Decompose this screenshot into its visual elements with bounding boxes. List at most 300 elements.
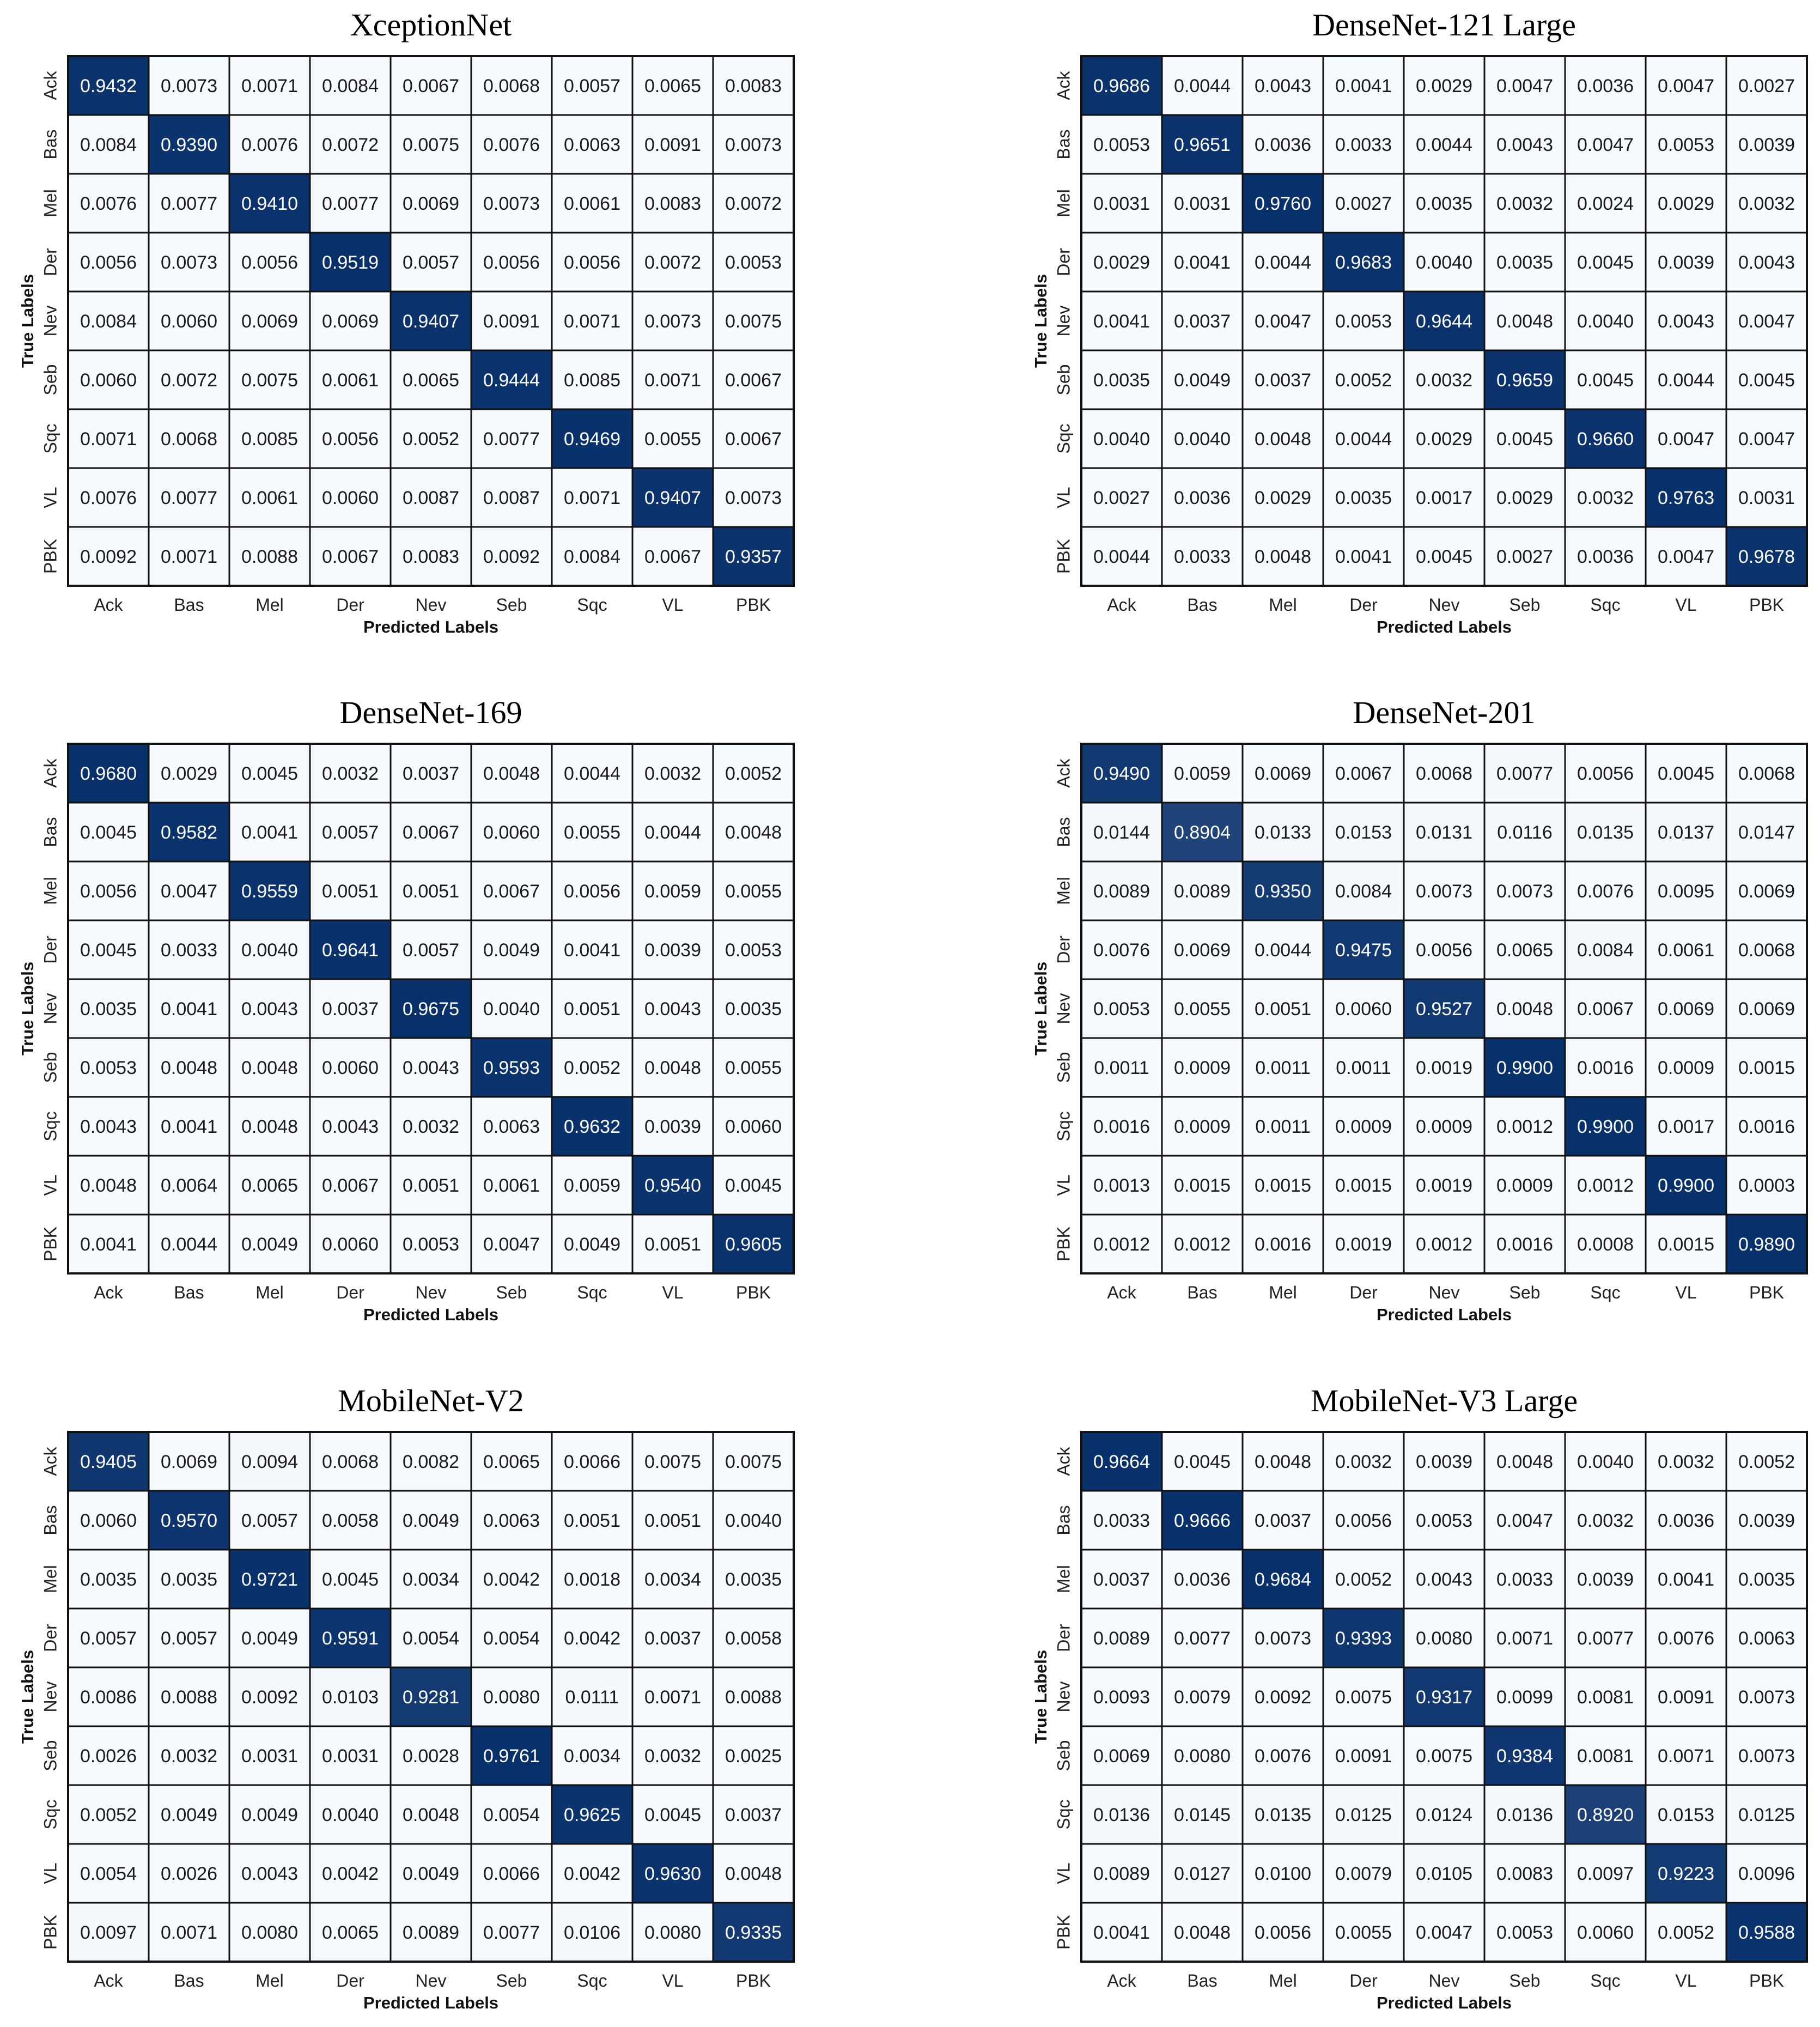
cell-value: 0.0011 xyxy=(1255,1058,1311,1078)
cell-value: 0.0086 xyxy=(80,1687,137,1708)
cell-value: 0.0071 xyxy=(1658,1746,1714,1767)
cell-value: 0.0060 xyxy=(161,311,217,332)
cell-value: 0.0056 xyxy=(241,252,298,273)
cell-value: 0.0034 xyxy=(644,1569,701,1590)
cell-value: 0.9384 xyxy=(1496,1746,1553,1767)
cell-value: 0.0037 xyxy=(1093,1569,1150,1590)
cell-value: 0.0053 xyxy=(1335,311,1392,332)
confusion-matrix-2 xyxy=(1031,7,1807,636)
cell-value: 0.0041 xyxy=(161,1116,217,1137)
x-tick-label: Ack xyxy=(1107,595,1136,615)
y-tick-label: PBK xyxy=(40,538,60,574)
cell-value: 0.9721 xyxy=(241,1569,298,1590)
x-tick-label: Nev xyxy=(415,595,447,615)
cell-value: 0.0054 xyxy=(483,1805,540,1825)
confusion-matrix-4 xyxy=(1031,695,1807,1324)
y-tick-label: VL xyxy=(40,487,60,508)
cell-value: 0.0088 xyxy=(161,1687,217,1708)
cell-value: 0.0041 xyxy=(161,999,217,1019)
cell-value: 0.0032 xyxy=(403,1116,459,1137)
cell-value: 0.9588 xyxy=(1738,1922,1795,1943)
cell-value: 0.0015 xyxy=(1658,1234,1714,1255)
cell-value: 0.0015 xyxy=(1255,1175,1311,1196)
y-tick-label: Ack xyxy=(40,71,60,100)
cell-value: 0.0033 xyxy=(1174,547,1231,567)
cell-value: 0.0031 xyxy=(241,1746,298,1767)
cell-value: 0.0061 xyxy=(322,370,379,391)
y-tick-label: Bas xyxy=(40,817,60,847)
x-tick-label: VL xyxy=(1675,1971,1697,1990)
x-tick-label: PBK xyxy=(735,1971,771,1990)
cell-value: 0.9630 xyxy=(644,1864,701,1884)
cell-value: 0.0043 xyxy=(80,1116,137,1137)
cell-value: 0.0092 xyxy=(80,547,137,567)
x-tick-label: Ack xyxy=(94,1971,123,1990)
cell-value: 0.0053 xyxy=(1496,1922,1553,1943)
cell-value: 0.0039 xyxy=(644,940,701,961)
cell-value: 0.0067 xyxy=(725,370,782,391)
cell-value: 0.0017 xyxy=(1658,1116,1714,1137)
cell-value: 0.0032 xyxy=(644,763,701,784)
y-tick-label: PBK xyxy=(1054,538,1074,574)
cell-value: 0.0051 xyxy=(644,1234,701,1255)
cell-value: 0.0089 xyxy=(1093,881,1150,902)
cell-value: 0.0065 xyxy=(483,1452,540,1472)
cell-value: 0.0053 xyxy=(1658,135,1714,155)
cell-value: 0.0111 xyxy=(565,1687,619,1708)
cell-value: 0.0071 xyxy=(564,311,620,332)
cell-value: 0.0099 xyxy=(1496,1687,1553,1708)
cell-value: 0.0105 xyxy=(1416,1864,1472,1884)
y-axis-label: True Labels xyxy=(1031,961,1051,1056)
cell-value: 0.0124 xyxy=(1416,1805,1472,1825)
y-tick-label: Bas xyxy=(1054,129,1074,160)
cell-value: 0.0044 xyxy=(1093,547,1150,567)
cell-value: 0.0076 xyxy=(1093,940,1150,961)
cell-value: 0.0019 xyxy=(1335,1234,1392,1255)
y-tick-label: Bas xyxy=(1054,817,1074,847)
cell-value: 0.0041 xyxy=(1335,76,1392,96)
cell-value: 0.0034 xyxy=(564,1746,620,1767)
cell-value: 0.0009 xyxy=(1174,1116,1231,1137)
cell-value: 0.0067 xyxy=(1577,999,1634,1019)
cell-value: 0.0081 xyxy=(1577,1746,1634,1767)
cell-value: 0.0042 xyxy=(322,1864,379,1884)
cell-value: 0.0049 xyxy=(483,940,540,961)
cell-value: 0.0073 xyxy=(725,135,782,155)
cell-value: 0.0060 xyxy=(483,822,540,843)
y-tick-label: Ack xyxy=(1054,71,1074,100)
cell-value: 0.0060 xyxy=(1335,999,1392,1019)
y-tick-label: Sqc xyxy=(40,1111,60,1142)
cell-value: 0.0061 xyxy=(1658,940,1714,961)
cell-value: 0.0039 xyxy=(1658,252,1714,273)
y-tick-label: PBK xyxy=(40,1226,60,1262)
cell-value: 0.0042 xyxy=(483,1569,540,1590)
y-tick-label: Mel xyxy=(1054,189,1074,217)
cell-value: 0.0052 xyxy=(1738,1452,1795,1472)
cell-value: 0.0037 xyxy=(1174,311,1231,332)
cell-value: 0.0012 xyxy=(1577,1175,1634,1196)
x-tick-label: VL xyxy=(1675,595,1697,615)
cell-value: 0.0052 xyxy=(80,1805,137,1825)
x-tick-label: Nev xyxy=(415,1971,447,1990)
cell-value: 0.0051 xyxy=(644,1510,701,1531)
cell-value: 0.0049 xyxy=(241,1234,298,1255)
cell-value: 0.0048 xyxy=(1496,1452,1553,1472)
cell-value: 0.0035 xyxy=(1496,252,1553,273)
cell-value: 0.9317 xyxy=(1416,1687,1472,1708)
cell-value: 0.9432 xyxy=(80,76,137,96)
cell-value: 0.9393 xyxy=(1335,1628,1392,1649)
x-tick-label: Seb xyxy=(1509,595,1541,615)
cell-value: 0.0039 xyxy=(1577,1569,1634,1590)
cell-value: 0.0093 xyxy=(1093,1687,1150,1708)
cell-value: 0.0015 xyxy=(1174,1175,1231,1196)
x-tick-label: Sqc xyxy=(577,595,607,615)
cell-value: 0.0055 xyxy=(1335,1922,1392,1943)
cell-value: 0.9625 xyxy=(564,1805,620,1825)
cell-value: 0.0077 xyxy=(1174,1628,1231,1649)
cell-value: 0.0047 xyxy=(1577,135,1634,155)
cell-value: 0.0031 xyxy=(1738,488,1795,508)
cell-value: 0.0048 xyxy=(1174,1922,1231,1943)
cell-value: 0.0056 xyxy=(1335,1510,1392,1531)
cell-value: 0.0051 xyxy=(564,1510,620,1531)
cell-value: 0.0035 xyxy=(80,1569,137,1590)
x-tick-label: PBK xyxy=(1749,1283,1785,1302)
y-tick-label: Nev xyxy=(1054,1681,1074,1713)
cell-value: 0.0028 xyxy=(403,1746,459,1767)
x-axis-label: Predicted Labels xyxy=(1376,617,1512,636)
cell-value: 0.9407 xyxy=(644,488,701,508)
cell-value: 0.9444 xyxy=(483,370,540,391)
cell-value: 0.0057 xyxy=(241,1510,298,1531)
x-tick-label: Bas xyxy=(174,595,204,615)
cell-value: 0.0056 xyxy=(322,429,379,450)
cell-value: 0.9350 xyxy=(1255,881,1311,902)
cell-value: 0.0032 xyxy=(644,1746,701,1767)
cell-value: 0.0060 xyxy=(322,488,379,508)
x-tick-label: Sqc xyxy=(1590,1971,1621,1990)
y-tick-label: VL xyxy=(40,1174,60,1196)
cell-value: 0.0069 xyxy=(1093,1746,1150,1767)
cell-value: 0.0037 xyxy=(403,763,459,784)
cell-value: 0.0127 xyxy=(1174,1864,1231,1884)
cell-value: 0.0032 xyxy=(161,1746,217,1767)
cell-value: 0.9684 xyxy=(1255,1569,1311,1590)
cell-value: 0.0056 xyxy=(1577,763,1634,784)
y-tick-label: Seb xyxy=(40,364,60,396)
cell-value: 0.0052 xyxy=(1658,1922,1714,1943)
cell-value: 0.0055 xyxy=(1174,999,1231,1019)
cell-value: 0.0051 xyxy=(564,999,620,1019)
cell-value: 0.0057 xyxy=(161,1628,217,1649)
x-tick-label: PBK xyxy=(1749,595,1785,615)
cell-value: 0.0073 xyxy=(1255,1628,1311,1649)
cell-value: 0.0019 xyxy=(1416,1058,1472,1078)
cell-value: 0.0048 xyxy=(80,1175,137,1196)
cell-value: 0.0084 xyxy=(1577,940,1634,961)
y-tick-label: Der xyxy=(40,248,60,276)
y-tick-label: Bas xyxy=(40,129,60,160)
cell-value: 0.9335 xyxy=(725,1922,782,1943)
cell-value: 0.0069 xyxy=(1658,999,1714,1019)
cell-value: 0.0065 xyxy=(403,370,459,391)
cell-value: 0.0029 xyxy=(1255,488,1311,508)
cell-value: 0.0055 xyxy=(725,1058,782,1078)
cell-value: 0.0047 xyxy=(1255,311,1311,332)
cell-value: 0.0061 xyxy=(241,488,298,508)
cell-value: 0.0035 xyxy=(161,1569,217,1590)
cell-value: 0.0045 xyxy=(725,1175,782,1196)
cell-value: 0.9357 xyxy=(725,547,782,567)
cell-value: 0.0045 xyxy=(1577,252,1634,273)
y-tick-label: Mel xyxy=(40,1565,60,1593)
cell-value: 0.0077 xyxy=(483,1922,540,1943)
cell-value: 0.0037 xyxy=(644,1628,701,1649)
cell-value: 0.0057 xyxy=(322,822,379,843)
y-axis-label: True Labels xyxy=(18,1649,38,1744)
cell-value: 0.9651 xyxy=(1174,135,1231,155)
cell-value: 0.0077 xyxy=(322,193,379,214)
cell-value: 0.0047 xyxy=(1738,429,1795,450)
cell-value: 0.0051 xyxy=(403,881,459,902)
cell-value: 0.0053 xyxy=(725,940,782,961)
cell-value: 0.0067 xyxy=(644,547,701,567)
x-tick-label: Der xyxy=(336,1971,364,1990)
y-tick-label: Mel xyxy=(1054,1565,1074,1593)
x-tick-label: Seb xyxy=(496,595,527,615)
cell-value: 0.9675 xyxy=(403,999,459,1019)
cell-value: 0.0032 xyxy=(1335,1452,1392,1472)
cell-value: 0.0100 xyxy=(1255,1864,1311,1884)
cell-value: 0.0029 xyxy=(1496,488,1553,508)
cell-value: 0.0033 xyxy=(1335,135,1392,155)
cell-value: 0.0080 xyxy=(644,1922,701,1943)
cell-value: 0.0059 xyxy=(644,881,701,902)
cell-value: 0.0043 xyxy=(1255,76,1311,96)
cell-value: 0.0043 xyxy=(322,1116,379,1137)
cell-value: 0.0067 xyxy=(403,822,459,843)
cell-value: 0.0035 xyxy=(1093,370,1150,391)
y-tick-label: Ack xyxy=(1054,1447,1074,1476)
cell-value: 0.9641 xyxy=(322,940,379,961)
cell-value: 0.0075 xyxy=(241,370,298,391)
cell-value: 0.0056 xyxy=(1255,1922,1311,1943)
cell-value: 0.9763 xyxy=(1658,488,1714,508)
cell-value: 0.0051 xyxy=(322,881,379,902)
x-axis-label: Predicted Labels xyxy=(363,1305,499,1324)
cell-value: 0.0071 xyxy=(1496,1628,1553,1649)
cell-value: 0.0043 xyxy=(1496,135,1553,155)
cell-value: 0.0056 xyxy=(80,252,137,273)
cell-value: 0.0029 xyxy=(1416,429,1472,450)
y-tick-label: Seb xyxy=(1054,1740,1074,1771)
y-tick-label: Sqc xyxy=(1054,1111,1074,1142)
x-tick-label: Sqc xyxy=(577,1283,607,1302)
cell-value: 0.0089 xyxy=(1093,1628,1150,1649)
cell-value: 0.0073 xyxy=(725,488,782,508)
cell-value: 0.9761 xyxy=(483,1746,540,1767)
y-tick-label: Sqc xyxy=(40,1799,60,1830)
y-tick-label: Seb xyxy=(1054,364,1074,396)
y-tick-label: PBK xyxy=(1054,1914,1074,1950)
cell-value: 0.0073 xyxy=(1496,881,1553,902)
cell-value: 0.9469 xyxy=(564,429,620,450)
y-tick-label: Ack xyxy=(1054,758,1074,788)
cell-value: 0.0031 xyxy=(1093,193,1150,214)
cell-value: 0.0072 xyxy=(644,252,701,273)
cell-value: 0.0083 xyxy=(725,76,782,96)
cell-value: 0.0071 xyxy=(644,370,701,391)
cell-value: 0.0079 xyxy=(1174,1687,1231,1708)
cell-value: 0.9410 xyxy=(241,193,298,214)
cell-value: 0.9678 xyxy=(1738,547,1795,567)
y-tick-label: Mel xyxy=(40,189,60,217)
cell-value: 0.0057 xyxy=(80,1628,137,1649)
cell-value: 0.0044 xyxy=(1416,135,1472,155)
cell-value: 0.0066 xyxy=(483,1864,540,1884)
cell-value: 0.0032 xyxy=(1416,370,1472,391)
cell-value: 0.0036 xyxy=(1174,488,1231,508)
cell-value: 0.0047 xyxy=(1658,547,1714,567)
y-tick-label: Seb xyxy=(40,1740,60,1771)
cell-value: 0.0039 xyxy=(644,1116,701,1137)
cell-value: 0.0026 xyxy=(161,1864,217,1884)
y-axis-label: True Labels xyxy=(18,274,38,368)
cell-value: 0.0056 xyxy=(564,252,620,273)
cell-value: 0.9680 xyxy=(80,763,137,784)
cell-value: 0.9900 xyxy=(1496,1058,1553,1078)
cell-value: 0.0071 xyxy=(644,1687,701,1708)
cell-value: 0.0016 xyxy=(1496,1234,1553,1255)
cell-value: 0.9900 xyxy=(1577,1116,1634,1137)
cell-value: 0.0036 xyxy=(1174,1569,1231,1590)
cell-value: 0.0091 xyxy=(483,311,540,332)
cell-value: 0.0071 xyxy=(564,488,620,508)
cell-value: 0.0041 xyxy=(564,940,620,961)
cell-value: 0.0044 xyxy=(1658,370,1714,391)
cell-value: 0.0011 xyxy=(1336,1058,1391,1078)
x-tick-label: PBK xyxy=(1749,1971,1785,1990)
cell-value: 0.0089 xyxy=(1093,1864,1150,1884)
cell-value: 0.0071 xyxy=(161,547,217,567)
y-tick-label: Nev xyxy=(40,1681,60,1713)
x-tick-label: Der xyxy=(1349,1971,1378,1990)
x-tick-label: Seb xyxy=(1509,1283,1541,1302)
cell-value: 0.0068 xyxy=(1738,763,1795,784)
cell-value: 0.0088 xyxy=(241,547,298,567)
cell-value: 0.0016 xyxy=(1093,1116,1150,1137)
cell-value: 0.0094 xyxy=(241,1452,298,1472)
x-tick-label: Sqc xyxy=(1590,1283,1621,1302)
cell-value: 0.0076 xyxy=(1255,1746,1311,1767)
cell-value: 0.0009 xyxy=(1416,1116,1472,1137)
x-tick-label: Mel xyxy=(1269,1283,1297,1302)
x-tick-label: Ack xyxy=(1107,1971,1136,1990)
cell-value: 0.0073 xyxy=(1738,1746,1795,1767)
cell-value: 0.0045 xyxy=(1738,370,1795,391)
cell-value: 0.0053 xyxy=(1416,1510,1472,1531)
cell-value: 0.0052 xyxy=(564,1058,620,1078)
cell-value: 0.0045 xyxy=(241,763,298,784)
cell-value: 0.0136 xyxy=(1093,1805,1150,1825)
cell-value: 0.0135 xyxy=(1255,1805,1311,1825)
cell-value: 0.0073 xyxy=(161,252,217,273)
cell-value: 0.0053 xyxy=(725,252,782,273)
cell-value: 0.0048 xyxy=(725,822,782,843)
cell-value: 0.0036 xyxy=(1577,76,1634,96)
cell-value: 0.0032 xyxy=(1658,1452,1714,1472)
y-tick-label: Ack xyxy=(40,758,60,788)
cell-value: 0.0060 xyxy=(80,1510,137,1531)
chart-title: XceptionNet xyxy=(350,7,512,43)
cell-value: 0.8920 xyxy=(1577,1805,1634,1825)
cell-value: 0.0015 xyxy=(1335,1175,1392,1196)
cell-value: 0.0075 xyxy=(403,135,459,155)
cell-value: 0.0039 xyxy=(1416,1452,1472,1472)
x-tick-label: PBK xyxy=(735,1283,771,1302)
x-tick-label: Mel xyxy=(255,1283,284,1302)
cell-value: 0.0056 xyxy=(483,252,540,273)
cell-value: 0.0133 xyxy=(1255,822,1311,843)
cell-value: 0.0043 xyxy=(403,1058,459,1078)
cell-value: 0.0048 xyxy=(161,1058,217,1078)
cell-value: 0.9519 xyxy=(322,252,379,273)
x-tick-label: Der xyxy=(336,595,364,615)
cell-value: 0.0058 xyxy=(322,1510,379,1531)
cell-value: 0.0019 xyxy=(1416,1175,1472,1196)
cell-value: 0.9223 xyxy=(1658,1864,1714,1884)
cell-value: 0.0029 xyxy=(1093,252,1150,273)
cell-value: 0.0083 xyxy=(1496,1864,1553,1884)
cell-value: 0.0144 xyxy=(1093,822,1150,843)
cell-value: 0.0041 xyxy=(80,1234,137,1255)
cell-value: 0.0045 xyxy=(1496,429,1553,450)
cell-value: 0.0044 xyxy=(1255,940,1311,961)
x-tick-label: VL xyxy=(1675,1283,1697,1302)
cell-value: 0.0045 xyxy=(644,1805,701,1825)
cell-value: 0.0041 xyxy=(1093,311,1150,332)
cell-value: 0.0053 xyxy=(1093,135,1150,155)
cell-value: 0.0147 xyxy=(1738,822,1795,843)
x-tick-label: Nev xyxy=(1428,595,1460,615)
cell-value: 0.0069 xyxy=(1255,763,1311,784)
cell-value: 0.0047 xyxy=(161,881,217,902)
cell-value: 0.0049 xyxy=(403,1864,459,1884)
x-tick-label: VL xyxy=(662,1971,684,1990)
cell-value: 0.0097 xyxy=(80,1922,137,1943)
y-axis-label: True Labels xyxy=(1031,1649,1051,1744)
x-axis-label: Predicted Labels xyxy=(363,1993,499,2012)
x-tick-label: Mel xyxy=(1269,595,1297,615)
cell-value: 0.0072 xyxy=(161,370,217,391)
cell-value: 0.0076 xyxy=(241,135,298,155)
cell-value: 0.0084 xyxy=(1335,881,1392,902)
x-axis-label: Predicted Labels xyxy=(1376,1305,1512,1324)
chart-title: MobileNet-V3 Large xyxy=(1310,1383,1578,1418)
x-tick-label: Mel xyxy=(1269,1971,1297,1990)
cell-value: 0.0069 xyxy=(1174,940,1231,961)
cell-value: 0.0009 xyxy=(1496,1175,1553,1196)
y-tick-label: Nev xyxy=(1054,993,1074,1024)
cell-value: 0.0103 xyxy=(322,1687,379,1708)
x-tick-label: Mel xyxy=(255,1971,284,1990)
cell-value: 0.0043 xyxy=(241,1864,298,1884)
cell-value: 0.0012 xyxy=(1174,1234,1231,1255)
cell-value: 0.0065 xyxy=(241,1175,298,1196)
